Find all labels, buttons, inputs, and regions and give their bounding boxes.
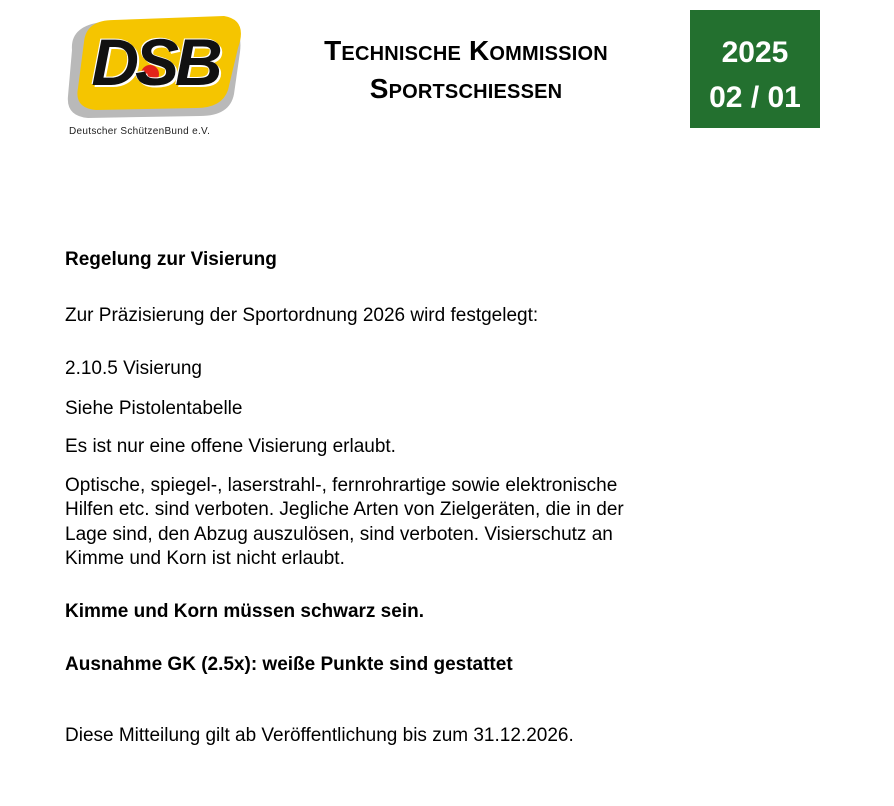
badge-year: 2025 (721, 36, 789, 69)
rule-line-2: Es ist nur eine offene Visierung erlaubt. (65, 436, 396, 457)
bold-statement-2: Ausnahme GK (2.5x): weiße Punkte sind gestattet (65, 654, 513, 675)
logo-subline: Deutscher SchützenBund e.V. (69, 126, 211, 137)
rule-paragraph (65, 474, 685, 572)
logo-wordmark: DSB (91, 25, 219, 99)
intro-text: Zur Präzisierung der Sportordnung 2026 wird festgelegt: (65, 304, 539, 326)
page-title (268, 32, 664, 108)
paragraph-line-4: Kimme und Korn ist nicht erlaubt. (65, 548, 345, 569)
validity-note: Diese Mitteilung gilt ab Veröffentlichung bis zum 31.12.2026. (65, 724, 574, 746)
rule-line-1: Siehe Pistolentabelle (65, 397, 243, 419)
section-heading: Regelung zur Visierung (65, 249, 277, 270)
title-line-1: Technische Kommission (324, 35, 608, 66)
rule-number: 2.10.5 Visierung (65, 358, 202, 379)
bold-statement-1: Kimme und Korn müssen schwarz sein. (65, 600, 424, 622)
paragraph-line-1: Optische, spiegel-, laserstrahl-, fernrohrartige sowie elektronische (65, 474, 618, 496)
paragraph-line-2: Hilfen etc. sind verboten. Jegliche Arten von Zielgeräten, die in der (65, 499, 624, 520)
dsb-logo (62, 12, 248, 137)
title-line-2: Sportschiessen (369, 73, 563, 104)
issue-badge (690, 10, 820, 128)
paragraph-line-3: Lage sind, den Abzug auszulösen, sind verboten. Visierschutz an (65, 523, 613, 545)
badge-number: 02 / 01 (709, 81, 801, 114)
document-body (65, 248, 685, 748)
